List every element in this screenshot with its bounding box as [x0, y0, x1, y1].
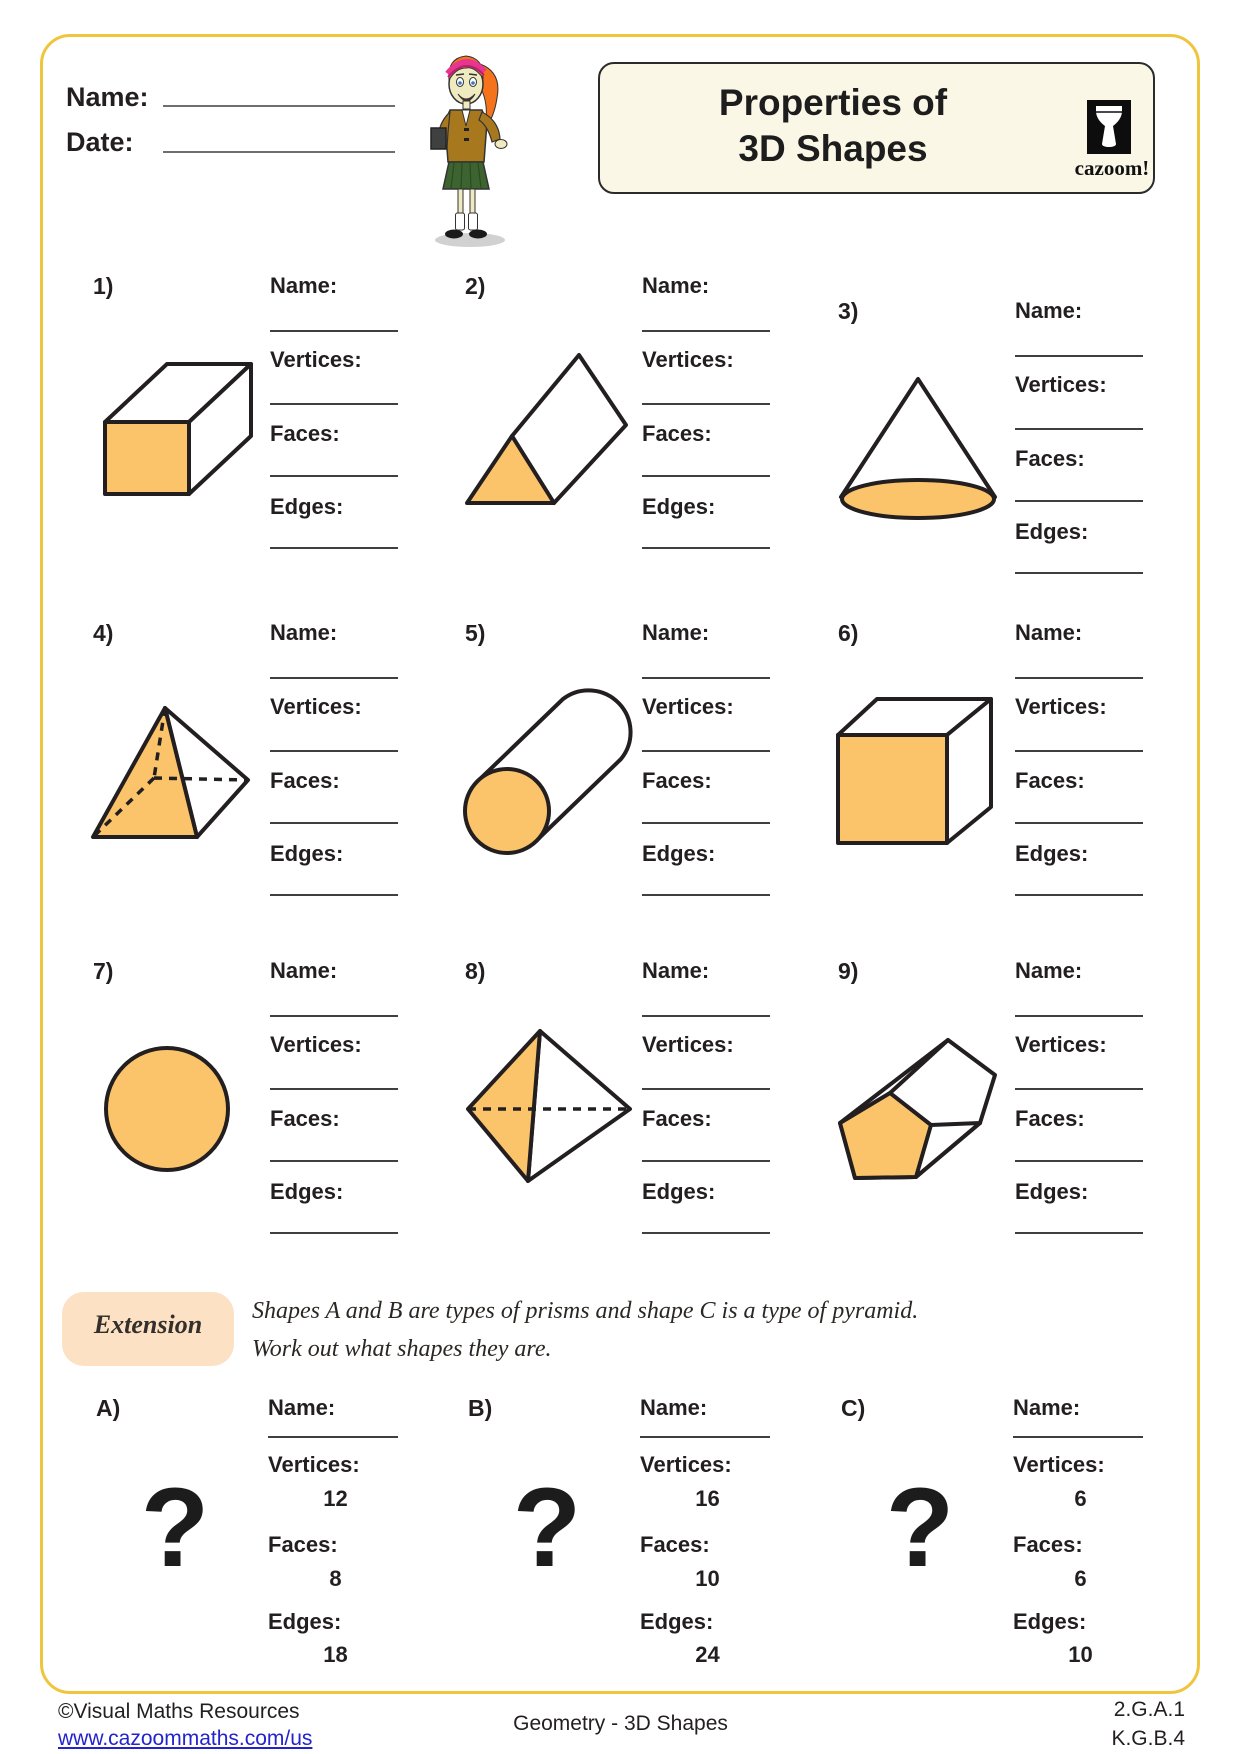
mystery-shape-question-mark: ?	[512, 1465, 582, 1590]
vertices-answer-line	[1015, 750, 1143, 752]
extension-letter: B)	[468, 1395, 493, 1421]
edges-answer-line	[642, 1232, 770, 1234]
faces-label: Faces:	[1015, 1106, 1085, 1131]
faces-answer-line	[642, 822, 770, 824]
faces-answer-line	[270, 822, 398, 824]
edges-answer-line	[1015, 1232, 1143, 1234]
question-number: 3)	[838, 298, 859, 324]
name-label: Name:	[1013, 1395, 1081, 1420]
edges-answer-line	[1015, 572, 1143, 574]
edges-label: Edges:	[268, 1609, 342, 1634]
footer-copyright: ©Visual Maths Resources	[58, 1700, 300, 1723]
edges-answer-line	[270, 1232, 398, 1234]
name-label: Name:	[642, 958, 710, 983]
edges-answer-line	[642, 894, 770, 896]
name-label: Name:	[642, 620, 710, 645]
extension-instruction-line2: Work out what shapes they are.	[252, 1336, 552, 1362]
title-line-2: 3D Shapes	[738, 128, 928, 169]
faces-label: Faces:	[270, 1106, 340, 1131]
faces-answer-line	[1015, 1160, 1143, 1162]
shape-cuboid	[95, 358, 255, 498]
question-number: 4)	[93, 620, 114, 646]
name-label: Name:	[640, 1395, 708, 1420]
edges-label: Edges:	[270, 494, 344, 519]
name-field-label: Name:	[66, 82, 149, 112]
shape-triangular-prism	[464, 351, 629, 506]
question-number: 5)	[465, 620, 486, 646]
mystery-shape-question-mark: ?	[885, 1465, 955, 1590]
vertices-label: Vertices:	[270, 347, 362, 372]
vertices-label: Vertices:	[1015, 1032, 1107, 1057]
name-answer-line	[642, 1015, 770, 1017]
name-answer-line	[270, 330, 398, 332]
question-cell-3	[805, 260, 1177, 600]
faces-label: Faces:	[642, 1106, 712, 1131]
vertices-label: Vertices:	[642, 347, 734, 372]
edges-label: Edges:	[270, 841, 344, 866]
question-cell-7	[60, 945, 432, 1285]
faces-label: Faces:	[642, 421, 712, 446]
faces-value: 8	[329, 1566, 342, 1591]
shape-sphere	[103, 1045, 231, 1173]
extension-letter: C)	[841, 1395, 866, 1421]
date-answer-line	[163, 151, 395, 153]
name-label: Name:	[270, 958, 338, 983]
date-field-label: Date:	[66, 127, 134, 157]
vertices-label: Vertices:	[642, 694, 734, 719]
name-answer-line	[642, 330, 770, 332]
edges-label: Edges:	[1013, 1609, 1087, 1634]
extension-heading: Extension	[93, 1310, 203, 1339]
vertices-label: Vertices:	[1015, 694, 1107, 719]
vertices-answer-line	[642, 403, 770, 405]
vertices-value: 6	[1074, 1486, 1087, 1511]
name-label: Name:	[1015, 958, 1083, 983]
footer-standard-code-2: K.G.B.4	[1111, 1727, 1185, 1750]
vertices-label: Vertices:	[642, 1032, 734, 1057]
vertices-value: 16	[695, 1486, 720, 1511]
name-answer-line	[1015, 355, 1143, 357]
worksheet-title	[618, 80, 1048, 172]
faces-label: Faces:	[1015, 446, 1085, 471]
question-number: 1)	[93, 273, 114, 299]
question-cell-1	[60, 260, 432, 600]
edges-value: 10	[1068, 1642, 1093, 1667]
name-answer-line	[1015, 1015, 1143, 1017]
vertices-answer-line	[270, 750, 398, 752]
faces-value: 6	[1074, 1566, 1087, 1591]
faces-value: 10	[695, 1566, 720, 1591]
name-label: Name:	[268, 1395, 336, 1420]
faces-answer-line	[270, 1160, 398, 1162]
faces-label: Faces:	[268, 1532, 338, 1557]
faces-label: Faces:	[1013, 1532, 1083, 1557]
name-label: Name:	[642, 273, 710, 298]
edges-label: Edges:	[1015, 519, 1089, 544]
shape-cone	[838, 375, 998, 523]
name-answer-line	[1013, 1436, 1143, 1438]
edges-label: Edges:	[642, 494, 716, 519]
question-number: 8)	[465, 958, 486, 984]
mystery-shape-question-mark: ?	[140, 1465, 210, 1590]
footer-website-link[interactable]: www.cazoommaths.com/us	[58, 1727, 313, 1750]
name-answer-line	[268, 1436, 398, 1438]
name-answer-line	[270, 1015, 398, 1017]
extension-letter: A)	[96, 1395, 121, 1421]
faces-answer-line	[270, 475, 398, 477]
extension-instruction-line1: Shapes A and B are types of prisms and shape C is a type of pyramid.	[252, 1298, 919, 1324]
shape-square-pyramid	[90, 705, 250, 840]
shape-tetrahedron	[463, 1027, 631, 1185]
faces-answer-line	[642, 1160, 770, 1162]
shape-cube	[833, 695, 995, 845]
question-cell-4	[60, 607, 432, 947]
name-label: Name:	[1015, 298, 1083, 323]
name-answer-line	[163, 105, 395, 107]
name-label: Name:	[1015, 620, 1083, 645]
faces-label: Faces:	[270, 768, 340, 793]
edges-value: 24	[695, 1642, 720, 1667]
vertices-label: Vertices:	[270, 694, 362, 719]
vertices-value: 12	[323, 1486, 348, 1511]
name-answer-line	[640, 1436, 770, 1438]
vertices-answer-line	[1015, 1088, 1143, 1090]
edges-label: Edges:	[642, 841, 716, 866]
extension-item-A	[60, 1380, 432, 1680]
footer-standard-code-1: 2.G.A.1	[1113, 1698, 1185, 1721]
edges-label: Edges:	[270, 1179, 344, 1204]
name-answer-line	[1015, 677, 1143, 679]
cazoom-logo-text: cazoom!	[1074, 156, 1150, 180]
edges-label: Edges:	[1015, 1179, 1089, 1204]
faces-answer-line	[1015, 822, 1143, 824]
faces-label: Faces:	[270, 421, 340, 446]
vertices-answer-line	[642, 750, 770, 752]
edges-answer-line	[270, 547, 398, 549]
question-cell-6	[805, 607, 1177, 947]
faces-label: Faces:	[642, 768, 712, 793]
question-number: 9)	[838, 958, 859, 984]
cazoom-logo-icon	[1087, 100, 1169, 154]
extension-item-B	[432, 1380, 804, 1680]
question-cell-9	[805, 945, 1177, 1285]
edges-label: Edges:	[1015, 841, 1089, 866]
question-cell-2	[432, 260, 804, 600]
vertices-label: Vertices:	[640, 1452, 732, 1477]
question-number: 6)	[838, 620, 859, 646]
edges-answer-line	[1015, 894, 1143, 896]
question-cell-5	[432, 607, 804, 947]
extension-item-C	[805, 1380, 1177, 1680]
vertices-label: Vertices:	[1015, 372, 1107, 397]
vertices-label: Vertices:	[270, 1032, 362, 1057]
edges-label: Edges:	[640, 1609, 714, 1634]
vertices-answer-line	[642, 1088, 770, 1090]
faces-answer-line	[642, 475, 770, 477]
vertices-label: Vertices:	[1013, 1452, 1105, 1477]
question-number: 7)	[93, 958, 114, 984]
name-answer-line	[642, 677, 770, 679]
title-line-1: Properties of	[718, 82, 948, 123]
vertices-answer-line	[270, 403, 398, 405]
cartoon-girl-illustration	[420, 44, 515, 249]
name-label: Name:	[270, 273, 338, 298]
name-answer-line	[270, 677, 398, 679]
edges-answer-line	[270, 894, 398, 896]
question-cell-8	[432, 945, 804, 1285]
edges-label: Edges:	[642, 1179, 716, 1204]
name-label: Name:	[270, 620, 338, 645]
faces-label: Faces:	[1015, 768, 1085, 793]
edges-value: 18	[323, 1642, 348, 1667]
faces-answer-line	[1015, 500, 1143, 502]
question-number: 2)	[465, 273, 486, 299]
shape-pentagonal-prism	[835, 1035, 997, 1183]
vertices-answer-line	[270, 1088, 398, 1090]
edges-answer-line	[642, 547, 770, 549]
vertices-answer-line	[1015, 428, 1143, 430]
vertices-label: Vertices:	[268, 1452, 360, 1477]
shape-cylinder	[463, 696, 628, 848]
faces-label: Faces:	[640, 1532, 710, 1557]
footer-center-title: Geometry - 3D Shapes	[513, 1712, 728, 1735]
